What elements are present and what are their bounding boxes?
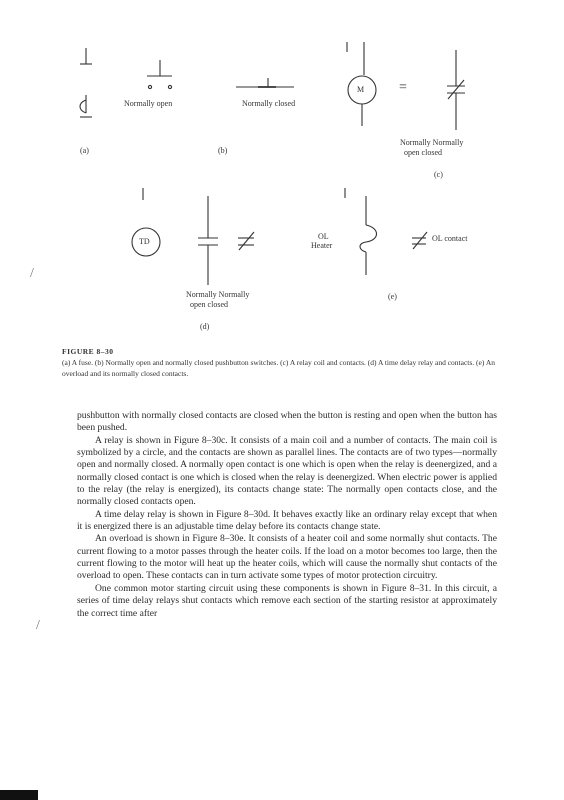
figure-8-30 xyxy=(0,0,564,345)
label-equals: = xyxy=(399,80,407,95)
label-ol-heater-1: OL xyxy=(318,232,329,241)
paragraph-4: An overload is shown in Figure 8–30e. It consists of a heater coil and some normally shut contacts. The current flowing to a motor passes through the heater coils. If the load on a motor becomes too large, then the current flowing to the motor will heat up the heater coils, which will cause the normally shut contacts of the overload to open. These contacts can in turn activate some types of motor protection circuitry. xyxy=(77,533,497,582)
label-relay: TD xyxy=(139,237,150,246)
label-ol-heater-2: Heater xyxy=(311,241,333,250)
margin-mark: / xyxy=(30,266,34,281)
label-d-open-closed: open closed xyxy=(190,300,228,309)
figure-caption xyxy=(62,346,512,379)
paragraph-3: A time delay relay is shown in Figure 8–30d. It behaves exactly like an ordinary relay except that when it is energized there is an adjustable time delay before its contacts change state. xyxy=(77,508,497,533)
label-d-normally: Normally Normally xyxy=(186,290,250,299)
margin-mark: / xyxy=(36,618,40,633)
paragraph-1: pushbutton with normally closed contacts are closed when the button is resting and open when the button has been pushed. xyxy=(77,410,497,434)
fuse-symbol xyxy=(80,48,92,117)
part-label-b: (b) xyxy=(218,146,228,155)
part-label-c: (c) xyxy=(434,170,443,179)
label-c-normally: Normally Normally xyxy=(400,138,464,147)
circuit-symbols-drawing xyxy=(0,0,564,345)
label-ol-contact: OL contact xyxy=(432,234,468,243)
pushbutton-normally-open-symbol xyxy=(147,60,172,89)
relay-contacts-symbol xyxy=(447,50,465,130)
label-normally-closed: Normally closed xyxy=(242,99,296,108)
caption-title: FIGURE 8–30 xyxy=(62,347,114,356)
overload-heater-symbol xyxy=(345,188,427,275)
pushbutton-normally-closed-symbol xyxy=(236,78,294,87)
label-c-open-closed: open closed xyxy=(404,148,442,157)
time-delay-relay-symbol xyxy=(132,188,254,285)
part-label-e: (e) xyxy=(388,292,397,301)
part-label-a: (a) xyxy=(80,146,89,155)
paragraph-5: One common motor starting circuit using these components is shown in Figure 8–31. In this circuit, a series of time delay relays shut contacts which remove each section of the starting resistor at approximately the correct time after xyxy=(77,582,497,619)
body-text xyxy=(77,410,497,620)
label-normally-open: Normally open xyxy=(124,99,173,108)
part-label-d: (d) xyxy=(200,322,210,331)
label-motor: M xyxy=(357,85,365,94)
page-corner-mark xyxy=(0,790,38,800)
caption-text: (a) A fuse. (b) Normally open and normally closed pushbutton switches. (c) A relay coil and contacts. (d) A time delay relay and contacts. (e) An overload and its normally closed contacts. xyxy=(62,358,496,378)
paragraph-2: A relay is shown in Figure 8–30c. It consists of a main coil and a number of contacts. The main coil is symbolized by a circle, and the contacts are shown as parallel lines. The contacts are of two types—normally open and normally closed. A normally open contact is one which is open when the relay is deenergized, and a normally closed contact is one which is closed when the relay is deenergized. When electric power is applied to the relay (the relay is energized), its contacts change state: The normally open contacts close, and the normally closed contacts open. xyxy=(77,434,497,508)
motor-coil-symbol xyxy=(347,42,376,126)
